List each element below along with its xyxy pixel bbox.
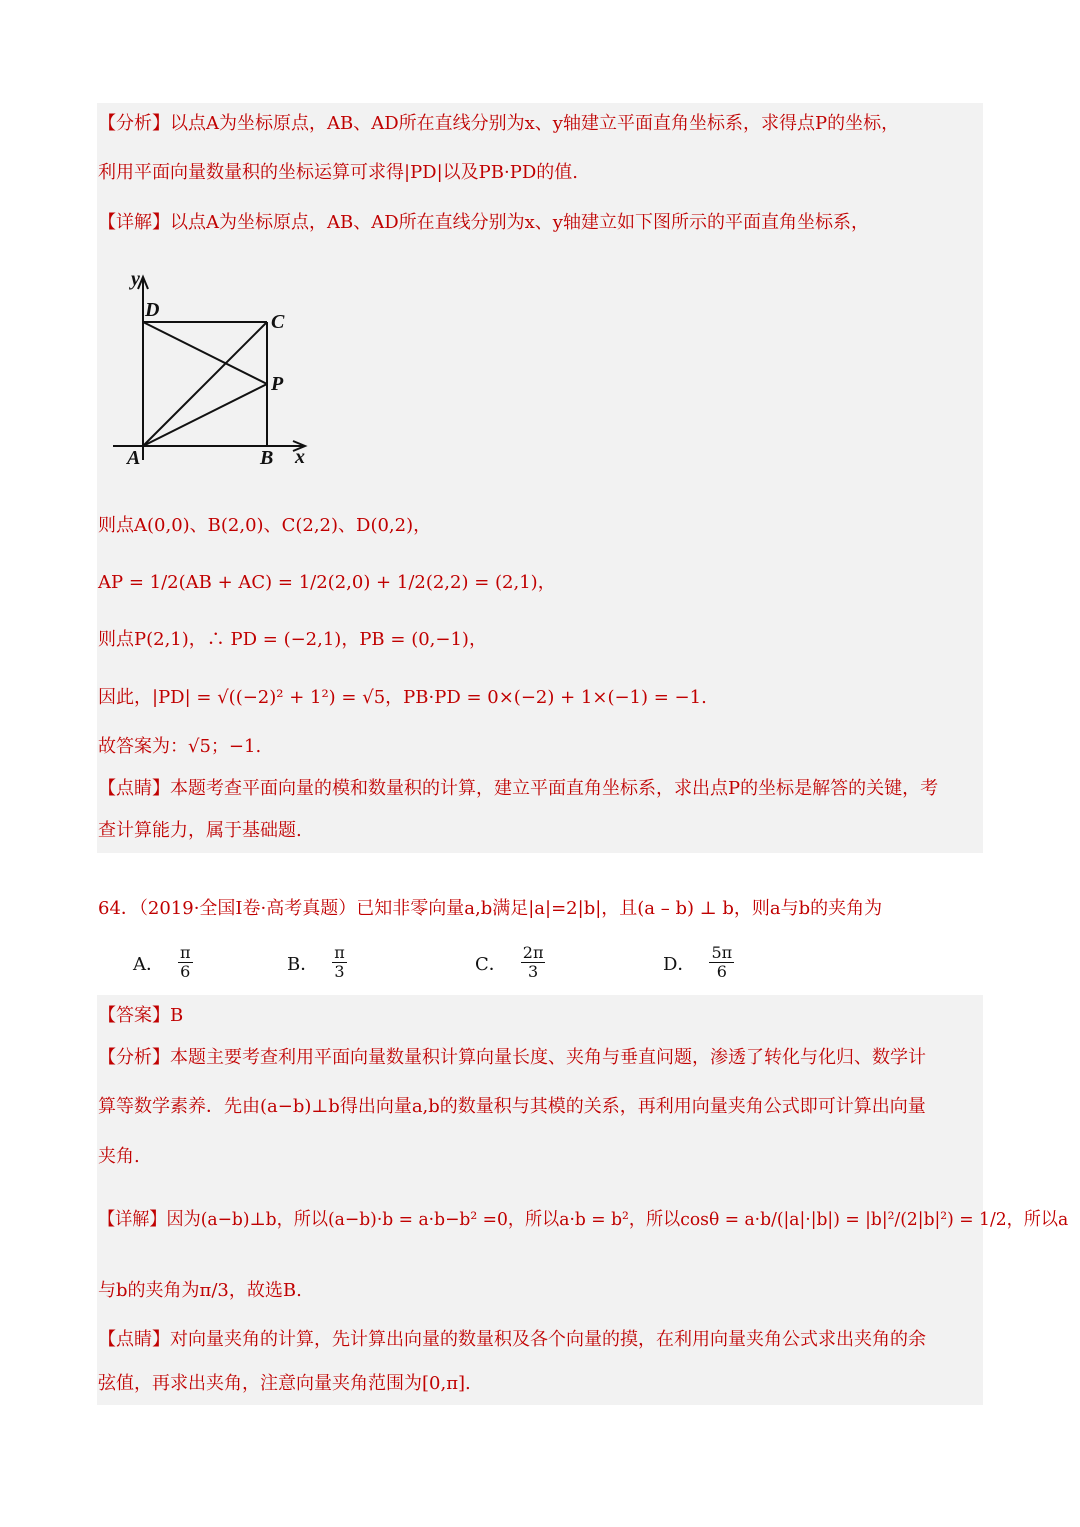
option-b-den: 3 xyxy=(334,962,345,981)
option-b-fraction xyxy=(332,944,347,981)
q64-comment-label: 【点睛】 xyxy=(98,1329,170,1350)
q63-detail-text-1: 以点A为坐标原点，AB、AD所在直线分别为x、y轴建立如下图所示的平面直角坐标系， xyxy=(170,212,869,233)
label-D: D xyxy=(145,299,160,321)
q64-analysis-line-2: 算等数学素养．先由(a−b)⊥b得出向量a,b的数量积与其模的关系，再利用向量夹角公式即可计算出向量 xyxy=(98,1096,926,1117)
segment-AP xyxy=(143,384,267,446)
q64-detail-text-1: 因为(a−b)⊥b，所以(a−b)·b = a·b−b² =0，所以a·b = b²，所以cosθ = a·b/(|a|·|b|) = |b|²/(2|b|²) = 1/2，所以a xyxy=(166,1209,1069,1230)
option-c-den: 3 xyxy=(528,962,539,981)
q64-answer-label: 【答案】 xyxy=(98,1005,170,1026)
option-a-fraction xyxy=(178,944,193,981)
q63-analysis-line-1 xyxy=(98,112,899,136)
q64-analysis-text-1: 本题主要考查利用平面向量数量积计算向量长度、夹角与垂直问题，渗透了转化与化归、数学计 xyxy=(170,1047,926,1068)
q63-step-2: AP = 1/2(AB + AC) = 1/2(2,0) + 1/2(2,2) = (2,1)， xyxy=(98,572,556,593)
q63-step-3: 则点P(2,1)，∴ PD = (−2,1)，PB = (0,−1)， xyxy=(98,629,487,650)
option-a-letter: A． xyxy=(133,953,164,975)
label-P: P xyxy=(271,373,284,395)
q64-analysis-line-1 xyxy=(98,1046,926,1070)
option-c-num: 2π xyxy=(522,943,544,962)
option-a-num: π xyxy=(180,943,191,962)
option-d[interactable] xyxy=(663,944,736,981)
segment-DP xyxy=(143,322,267,384)
q63-analysis-label: 【分析】 xyxy=(98,113,170,134)
q64-comment-line-1 xyxy=(98,1328,926,1352)
q63-detail-line-1 xyxy=(98,211,869,235)
q63-analysis-text-1: 以点A为坐标原点，AB、AD所在直线分别为x、y轴建立平面直角坐标系，求得点P的坐标， xyxy=(170,113,900,134)
segment-AC xyxy=(143,322,267,446)
label-C: C xyxy=(271,311,285,333)
q64-answer-line xyxy=(98,1004,183,1028)
option-c[interactable] xyxy=(475,944,547,981)
label-B: B xyxy=(260,447,274,469)
option-d-letter: D． xyxy=(663,953,696,975)
label-y: y xyxy=(131,268,140,290)
q63-comment-label: 【点睛】 xyxy=(98,778,170,799)
q64-analysis-label: 【分析】 xyxy=(98,1047,170,1068)
option-d-fraction xyxy=(709,944,734,981)
q63-step-1: 则点A(0,0)、B(2,0)、C(2,2)、D(0,2)， xyxy=(98,515,432,536)
label-x: x xyxy=(295,446,305,468)
q64-analysis-line-3: 夹角. xyxy=(98,1146,140,1167)
q64-comment-line-2: 弦值，再求出夹角，注意向量夹角范围为[0,π]. xyxy=(98,1373,471,1394)
option-a-den: 6 xyxy=(180,962,191,981)
option-c-fraction xyxy=(521,944,546,981)
option-b[interactable] xyxy=(287,944,349,981)
q64-comment-text-1: 对向量夹角的计算，先计算出向量的数量积及各个向量的摸，在利用向量夹角公式求出夹角的余 xyxy=(170,1329,926,1350)
option-d-num: 5π xyxy=(711,943,733,962)
q63-step-4: 因此，|PD| = √((−2)² + 1²) = √5，PB·PD = 0×(−2) + 1×(−1) = −1. xyxy=(98,687,707,708)
coordinate-figure xyxy=(105,265,325,480)
q63-comment-line-1 xyxy=(98,777,938,801)
option-a[interactable] xyxy=(133,944,195,981)
q63-comment-text-1: 本题考查平面向量的模和数量积的计算，建立平面直角坐标系，求出点P的坐标是解答的关键，考 xyxy=(170,778,939,799)
q63-analysis-line-2: 利用平面向量数量积的坐标运算可求得|PD|以及PB·PD的值. xyxy=(98,162,578,183)
q64-detail-line-1 xyxy=(98,1208,1068,1232)
option-c-letter: C． xyxy=(475,953,507,975)
q64-detail-label: 【详解】 xyxy=(98,1209,167,1230)
q63-answer: 故答案为：√5；−1. xyxy=(98,736,262,757)
option-b-letter: B． xyxy=(287,953,319,975)
q64-answer-value: B xyxy=(170,1005,184,1026)
q64-detail-line-2: 与b的夹角为π/3，故选B. xyxy=(98,1280,302,1301)
q63-comment-line-2: 查计算能力，属于基础题. xyxy=(98,820,302,841)
label-A: A xyxy=(127,447,141,469)
option-b-num: π xyxy=(334,943,345,962)
q63-detail-label: 【详解】 xyxy=(98,212,170,233)
q64-question: 64．（2019·全国I卷·高考真题）已知非零向量a,b满足|a|=2|b|，且(a – b) ⊥ b，则a与b的夹角为 xyxy=(98,898,883,919)
option-d-den: 6 xyxy=(716,962,727,981)
